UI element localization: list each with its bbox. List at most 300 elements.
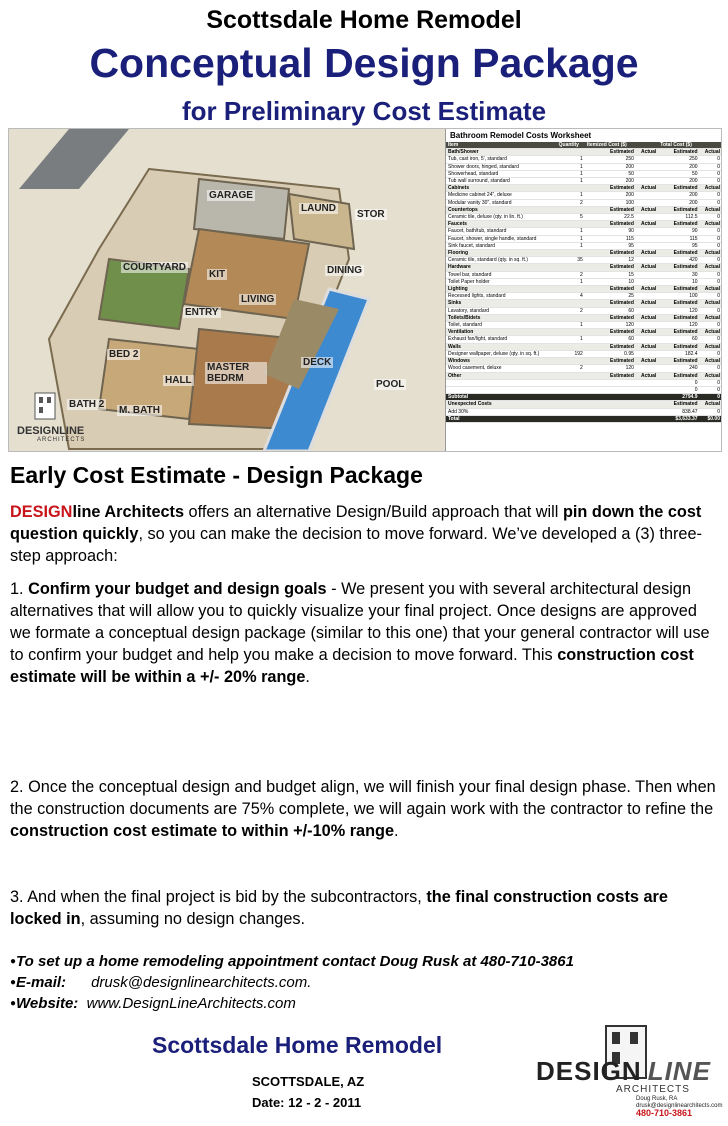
floorplan-rendering [8,128,722,452]
worksheet-cell: 0 [658,386,699,393]
worksheet-cell [557,250,585,257]
worksheet-cell: 2 [557,271,585,278]
worksheet-cell: 0.95 [585,350,636,357]
worksheet-cell: 0 [700,235,722,242]
worksheet-title: Bathroom Remodel Costs Worksheet [450,131,592,140]
worksheet-cell: Hardware [446,264,557,271]
worksheet-cell: 90 [658,228,699,235]
worksheet-cell [585,386,636,393]
emphasis: construction cost estimate will be within a +/- 20% range [10,646,694,686]
worksheet-cell: 95 [658,242,699,249]
worksheet-cell: Estimated [585,329,636,336]
worksheet-row [446,170,722,177]
worksheet-cell: 12 [585,257,636,264]
worksheet-cell [636,199,658,206]
cost-worksheet [445,129,722,451]
worksheet-cell [557,300,585,307]
worksheet-cell: Actual [700,286,722,293]
worksheet-cell: 420 [658,257,699,264]
worksheet-cell: Countertops [446,206,557,213]
worksheet-cell: 115 [585,235,636,242]
worksheet-cell [557,221,585,228]
worksheet-cell: Estimated [585,149,636,156]
bullet-icon: ● [10,977,17,989]
worksheet-cell: 0 [700,322,722,329]
worksheet-cell: 200 [585,192,636,199]
worksheet-cell: 1 [557,235,585,242]
worksheet-cell [557,329,585,336]
worksheet-cell: Actual [700,221,722,228]
worksheet-cell: Estimated [585,300,636,307]
worksheet-cell [585,415,636,422]
worksheet-cell: Estimated [585,221,636,228]
worksheet-row [446,278,722,285]
worksheet-cell [636,350,658,357]
worksheet-cell: 60 [585,336,636,343]
worksheet-row [446,228,722,235]
worksheet-cell: Estimated [658,185,699,192]
worksheet-cell: Actual [636,329,658,336]
room-label: MASTER BEDRM [205,362,267,384]
worksheet-cell: Actual [700,250,722,257]
worksheet-cell: Actual [636,286,658,293]
footer-city: SCOTTSDALE, AZ [252,1074,365,1089]
worksheet-cell: 0 [700,257,722,264]
footer-date: Date: 12 - 2 - 2011 [252,1095,362,1110]
worksheet-header-cell: Quantity [557,142,585,149]
worksheet-cell [585,408,636,415]
worksheet-cell [636,271,658,278]
worksheet-cell [557,185,585,192]
worksheet-cell [636,242,658,249]
worksheet-cell: Sinks [446,300,557,307]
worksheet-cell: Estimated [585,264,636,271]
worksheet-cell: Estimated [585,358,636,365]
worksheet-row [446,206,722,213]
worksheet-cell: 240 [658,365,699,372]
worksheet-row [446,257,722,264]
room-label: HALL [165,375,192,386]
step-1-paragraph [10,578,716,688]
worksheet-row [446,242,722,249]
worksheet-cell: 2 [557,307,585,314]
logo-design-text: DESIGN LINE [536,1056,711,1086]
worksheet-cell [636,401,658,408]
worksheet-cell: Actual [636,149,658,156]
worksheet-header-cell: Total Cost ($) [658,142,699,149]
worksheet-cell: 0 [700,214,722,221]
worksheet-cell: 0 [700,192,722,199]
worksheet-row [446,271,722,278]
worksheet-cell: 200 [585,163,636,170]
worksheet-cell [557,372,585,379]
logo-small-line2: ARCHITECTS [37,437,86,443]
worksheet-cell: Estimated [658,300,699,307]
worksheet-row [446,379,722,386]
worksheet-cell: 120 [658,307,699,314]
worksheet-row [446,286,722,293]
worksheet-row [446,365,722,372]
room-label: LAUND [301,203,336,214]
worksheet-cell: Toilet Paper holder [446,278,557,285]
worksheet-cell: 182.4 [658,350,699,357]
worksheet-row [446,394,722,401]
worksheet-cell: Tub wall surround, standard [446,178,557,185]
worksheet-cell: 60 [585,307,636,314]
worksheet-cell: 25 [585,293,636,300]
worksheet-cell [636,156,658,163]
worksheet-cell: Flooring [446,250,557,257]
worksheet-cell [557,379,585,386]
worksheet-row [446,322,722,329]
worksheet-cell: Actual [636,372,658,379]
worksheet-cell: 1 [557,278,585,285]
logo-small-line1: DESIGNLINE [17,425,85,437]
worksheet-cell: 200 [658,178,699,185]
worksheet-row [446,156,722,163]
building-icon [17,391,95,421]
worksheet-cell: 0 [700,307,722,314]
worksheet-cell: 250 [658,156,699,163]
room-label: M. BATH [119,405,160,416]
worksheet-cell: Lavatory, standard [446,307,557,314]
worksheet-cell [557,401,585,408]
worksheet-cell: Tub, cast iron, 5', standard [446,156,557,163]
worksheet-cell [557,343,585,350]
worksheet-row [446,293,722,300]
room-label: COURTYARD [123,262,186,273]
worksheet-cell: 120 [585,322,636,329]
worksheet-cell: 1 [557,242,585,249]
worksheet-cell: Toilet, standard [446,322,557,329]
worksheet-cell [636,415,658,422]
worksheet-cell [557,314,585,321]
worksheet-row [446,178,722,185]
section-title: Early Cost Estimate - Design Package [10,462,423,488]
email-link[interactable]: drusk@designlinearchitects.com. [91,974,312,991]
worksheet-cell: Estimated [585,206,636,213]
logo-email: drusk@designlinearchitects.com [636,1103,723,1109]
worksheet-cell: 0 [700,178,722,185]
worksheet-cell [636,408,658,415]
worksheet-cell: Actual [700,329,722,336]
worksheet-cell: Actual [636,264,658,271]
worksheet-header-cell: Itemized Cost ($) [585,142,636,149]
room-label: DINING [327,265,362,276]
worksheet-cell: 0 [700,365,722,372]
footer-title: Scottsdale Home Remodel [152,1032,443,1058]
worksheet-cell: $0.00 [700,415,722,422]
worksheet-cell: Actual [700,149,722,156]
room-label: POOL [376,379,405,390]
worksheet-row [446,149,722,156]
worksheet-cell [636,336,658,343]
designline-logo [536,1022,723,1118]
worksheet-cell: Walls [446,343,557,350]
worksheet-cell: 1 [557,156,585,163]
worksheet-cell: Estimated [585,185,636,192]
website-link[interactable]: www.DesignLineArchitects.com [86,995,296,1012]
worksheet-cell: 0 [700,271,722,278]
worksheet-cell [446,386,557,393]
worksheet-cell: Faucet, bath/tub, standard [446,228,557,235]
worksheet-row [446,401,722,408]
worksheet-cell [557,386,585,393]
worksheet-cell: Actual [636,250,658,257]
worksheet-cell [585,394,636,401]
worksheet-cell: Total [446,415,557,422]
step-3-paragraph [10,886,716,930]
worksheet-cell: 0 [700,170,722,177]
worksheet-cell: Actual [700,206,722,213]
worksheet-cell [557,206,585,213]
worksheet-row [446,415,722,422]
worksheet-cell [557,415,585,422]
worksheet-cell: 1 [557,170,585,177]
worksheet-cell [636,235,658,242]
worksheet-cell: Estimated [658,314,699,321]
worksheet-cell: Actual [636,185,658,192]
worksheet-cell: Towel bar, standard [446,271,557,278]
worksheet-header-row [446,142,722,149]
room-label: BATH 2 [69,399,105,410]
worksheet-row [446,358,722,365]
worksheet-cell [446,379,557,386]
worksheet-cell [557,264,585,271]
worksheet-cell: Estimated [658,149,699,156]
worksheet-cell: Estimated [658,286,699,293]
worksheet-cell: 10 [585,278,636,285]
worksheet-table [446,142,722,423]
worksheet-cell [636,228,658,235]
text: - We present you with several architectural design alternatives that will allow you to quickly visualize your final project. Once designs are approved we formate a conceptual design package (similar to this one) that your general contractor will use to confirm your budget and help you make a decision to move forward. This [10,580,710,664]
logo-phone: 480-710-3861 [636,1108,693,1118]
worksheet-cell: Faucets [446,221,557,228]
designline-logo-small [17,391,95,443]
worksheet-cell: 5 [557,214,585,221]
worksheet-cell: Estimated [585,286,636,293]
worksheet-cell: 60 [658,336,699,343]
text: . [305,668,310,686]
worksheet-cell: Lighting [446,286,557,293]
worksheet-cell: 95 [585,242,636,249]
appointment-text: To set up a home remodeling appointment contact Doug Rusk at 480-710-3861 [16,953,574,970]
worksheet-row [446,199,722,206]
worksheet-cell: Actual [700,401,722,408]
worksheet-row [446,185,722,192]
worksheet-cell: 100 [585,199,636,206]
room-label: ENTRY [185,307,219,318]
room-label: LIVING [241,294,275,305]
worksheet-cell: 200 [658,192,699,199]
worksheet-cell [557,149,585,156]
worksheet-cell: 1 [557,322,585,329]
worksheet-cell: 0 [700,386,722,393]
worksheet-cell: Subtotal [446,394,557,401]
worksheet-cell: 192 [557,350,585,357]
worksheet-row [446,386,722,393]
worksheet-cell: Estimated [585,343,636,350]
worksheet-row [446,408,722,415]
worksheet-cell [636,386,658,393]
worksheet-cell [636,278,658,285]
worksheet-cell: 30 [658,271,699,278]
worksheet-row [446,300,722,307]
worksheet-cell: Toilets/Bidets [446,314,557,321]
worksheet-cell: Actual [636,300,658,307]
text: 1. [10,580,29,598]
worksheet-cell: Actual [700,264,722,271]
worksheet-cell: Sink faucet, standard [446,242,557,249]
worksheet-cell: 50 [658,170,699,177]
worksheet-row [446,192,722,199]
worksheet-cell: 1 [557,163,585,170]
worksheet-cell: Cabinets [446,185,557,192]
worksheet-cell: 100 [658,293,699,300]
emphasis: the final construction costs are locked in [10,888,668,928]
worksheet-row [446,343,722,350]
worksheet-cell: 200 [658,199,699,206]
logo-architects-text: ARCHITECTS [616,1084,690,1095]
worksheet-cell: 1 [557,336,585,343]
worksheet-cell: 200 [585,178,636,185]
worksheet-row [446,329,722,336]
worksheet-header-cell [636,142,658,149]
brand-design: DESIGN [10,503,73,521]
worksheet-cell: Wood casement, deluxe [446,365,557,372]
worksheet-cell: 0 [700,156,722,163]
worksheet-cell: Unexpected Costs [446,401,557,408]
worksheet-cell: 0 [700,278,722,285]
worksheet-row [446,307,722,314]
worksheet-cell: Actual [636,206,658,213]
worksheet-cell: Actual [700,358,722,365]
worksheet-cell: Estimated [658,358,699,365]
worksheet-cell: Actual [636,343,658,350]
worksheet-cell [636,214,658,221]
worksheet-cell: 0 [700,163,722,170]
worksheet-cell [636,394,658,401]
worksheet-cell: 0 [700,350,722,357]
text: , assuming no design changes. [80,910,306,928]
worksheet-cell: $3,633.37 [658,415,699,422]
worksheet-cell: Estimated [658,264,699,271]
worksheet-cell: Ceramic tile, deluxe (qty. in lin. ft.) [446,214,557,221]
worksheet-cell [585,401,636,408]
worksheet-cell: Estimated [585,314,636,321]
worksheet-cell: Ventilation [446,329,557,336]
text: offers an alternative Design/Build approach that will [184,503,563,521]
worksheet-cell [636,257,658,264]
worksheet-cell: 0 [700,199,722,206]
worksheet-cell: Estimated [585,250,636,257]
worksheet-row [446,372,722,379]
worksheet-row [446,221,722,228]
worksheet-cell: Actual [700,343,722,350]
worksheet-cell: Actual [636,358,658,365]
worksheet-cell: Actual [700,300,722,307]
worksheet-cell: Actual [636,221,658,228]
worksheet-row [446,264,722,271]
worksheet-cell: 200 [658,163,699,170]
worksheet-cell: Modular vanity 30", standard [446,199,557,206]
worksheet-cell: 120 [658,322,699,329]
worksheet-header-cell [700,142,722,149]
website-label: Website: [16,995,79,1012]
worksheet-cell [636,379,658,386]
worksheet-cell: 35 [557,257,585,264]
worksheet-cell: Estimated [658,221,699,228]
worksheet-cell [636,163,658,170]
emphasis: construction cost estimate to within +/-10% range [10,822,395,840]
worksheet-cell: 50 [585,170,636,177]
room-label: STOR [357,209,385,220]
worksheet-cell: Estimated [658,372,699,379]
worksheet-row [446,314,722,321]
worksheet-cell: Other [446,372,557,379]
worksheet-header-cell: Item [446,142,557,149]
worksheet-cell: Estimated [658,343,699,350]
worksheet-cell [557,358,585,365]
worksheet-cell: 0 [658,379,699,386]
emphasis: pin down the cost question quickly [10,503,702,543]
worksheet-cell: 22.5 [585,214,636,221]
worksheet-cell: 1 [557,228,585,235]
worksheet-cell: Recessed lights, standard [446,293,557,300]
worksheet-cell: Windows [446,358,557,365]
worksheet-row [446,350,722,357]
worksheet-cell: 115 [658,235,699,242]
worksheet-cell: 0 [700,293,722,300]
worksheet-cell: 1 [557,192,585,199]
worksheet-row [446,214,722,221]
text: . [394,822,399,840]
text: 2. Once the conceptual design and budget align, we will finish your final design phase. Then when the construction documents are 75% complete, we will again work with the contractor to refine the [10,778,716,818]
worksheet-row [446,235,722,242]
worksheet-cell [585,379,636,386]
room-label: KIT [209,269,226,280]
worksheet-cell [636,365,658,372]
room-label: GARAGE [209,190,253,201]
worksheet-cell: Faucet, shower, single handle, standard [446,235,557,242]
worksheet-cell: 2794.9 [658,394,699,401]
worksheet-cell: 4 [557,293,585,300]
worksheet-cell: 0 [700,394,722,401]
worksheet-cell: 0 [700,379,722,386]
worksheet-cell: 120 [585,365,636,372]
worksheet-cell: 10 [658,278,699,285]
page-title: Conceptual Design Package [89,40,639,86]
worksheet-cell: 1 [557,178,585,185]
worksheet-row [446,163,722,170]
worksheet-cell [636,322,658,329]
bullet-icon: ● [10,998,17,1010]
worksheet-cell: Showerhead, standard [446,170,557,177]
step-2-paragraph [10,776,716,842]
worksheet-cell: Estimated [658,401,699,408]
worksheet-cell: 2 [557,365,585,372]
worksheet-cell [636,178,658,185]
worksheet-cell: 2 [557,199,585,206]
worksheet-row [446,250,722,257]
worksheet-cell [636,170,658,177]
room-label: BED 2 [109,349,139,360]
room-label: DECK [303,357,332,368]
worksheet-cell [636,293,658,300]
logo-name: Doug Rusk, RA [636,1096,678,1102]
worksheet-cell: Exhaust fan/light, standard [446,336,557,343]
text: 3. And when the final project is bid by the subcontractors, [10,888,427,906]
